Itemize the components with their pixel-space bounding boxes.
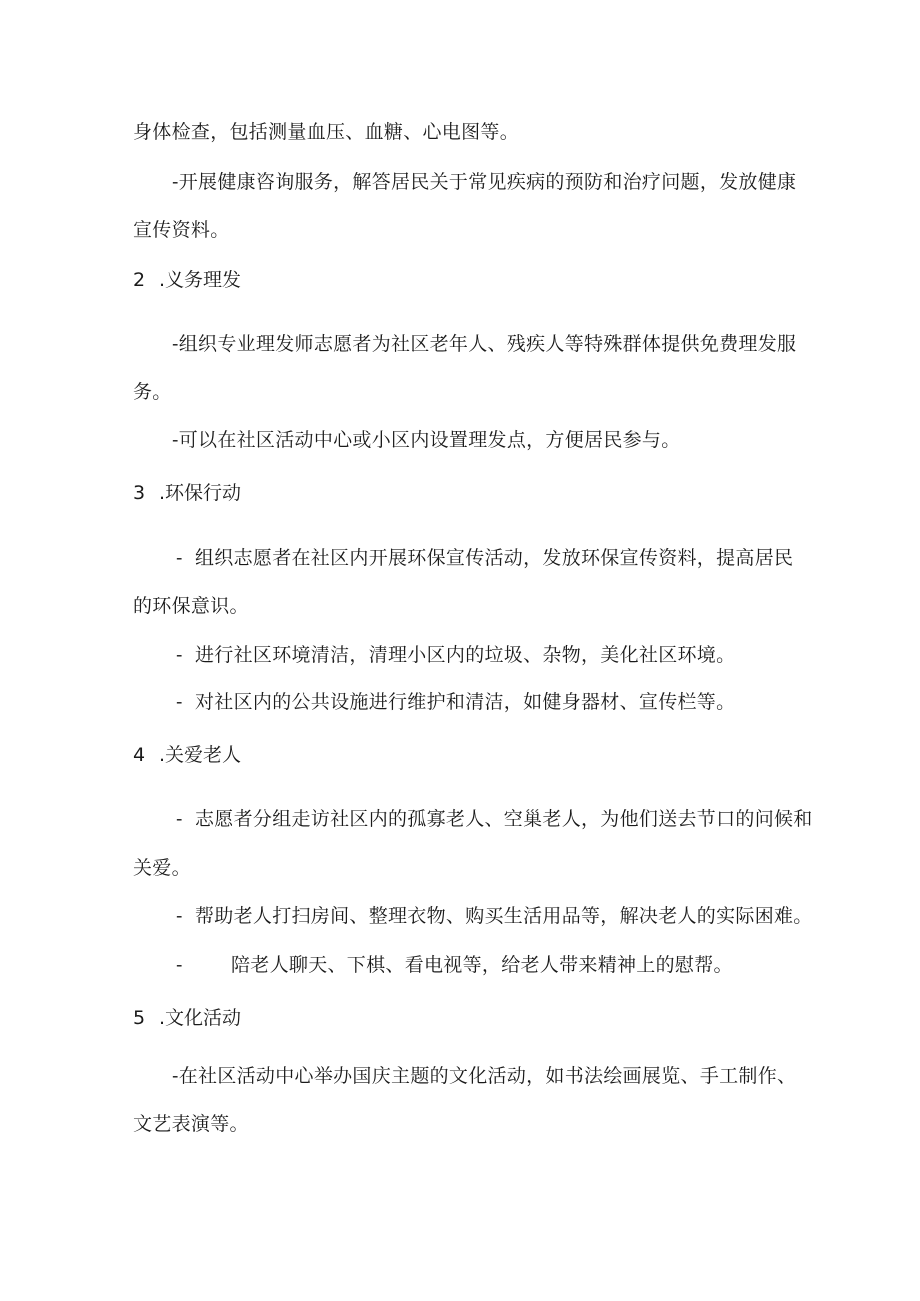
list-item: 志愿者分组走访社区内的孤寡老人、空巢老人，为他们送去节口的问候和: [195, 808, 813, 830]
section-title: .关爱老人: [159, 744, 242, 766]
list-item: 帮助老人打扫房间、整理衣物、购买生活用品等，解决老人的实际困难。: [195, 905, 813, 927]
list-item: -可以在社区活动中心或小区内设置理发点，方便居民参与。: [172, 429, 681, 451]
list-item-dash: -: [176, 905, 183, 927]
paragraph-line: 宣传资料。: [133, 219, 230, 241]
list-item-dash: -: [176, 808, 183, 830]
list-item-dash: -: [176, 691, 183, 713]
section-heading: [133, 481, 241, 505]
list-item: 组织志愿者在社区内开展环保宣传活动，发放环保宣传资料，提高居民: [195, 547, 794, 569]
list-item: 对社区内的公共设施进行维护和清洁，如健身器材、宣传栏等。: [195, 691, 736, 713]
list-item-dash: -: [176, 954, 183, 976]
section-title: .环保行动: [159, 482, 242, 504]
section-title: .文化活动: [159, 1007, 242, 1029]
list-item: -在社区活动中心举办国庆主题的文化活动，如书法绘画展览、手工制作、: [172, 1065, 797, 1087]
section-heading: [133, 743, 241, 767]
paragraph-line: 文艺表演等。: [133, 1113, 249, 1135]
paragraph-line: 身体检查，包括测量血压、血糖、心电图等。: [133, 121, 520, 143]
section-number: 3: [133, 482, 146, 504]
list-item-dash: -: [176, 547, 183, 569]
section-title: .义务理发: [159, 269, 242, 291]
list-item: 陪老人聊天、下棋、看电视等，给老人带来精神上的慰帮。: [231, 954, 733, 976]
section-heading: [133, 268, 241, 292]
section-number: 4: [133, 744, 146, 766]
list-item-dash: -: [176, 644, 183, 666]
list-item: 进行社区环境清洁，清理小区内的垃圾、杂物，美化社区环境。: [195, 644, 736, 666]
list-item: -开展健康咨询服务，解答居民关于常见疾病的预防和治疗问题，发放健康: [172, 171, 797, 193]
paragraph-line: 的环保意识。: [133, 595, 249, 617]
section-number: 5: [133, 1007, 146, 1029]
section-heading: [133, 1006, 241, 1030]
paragraph-line: 务。: [133, 381, 172, 403]
section-number: 2: [133, 269, 146, 291]
paragraph-line: 关爱。: [133, 857, 191, 879]
list-item: -组织专业理发师志愿者为社区老年人、残疾人等特殊群体提供免费理发服: [172, 333, 797, 355]
